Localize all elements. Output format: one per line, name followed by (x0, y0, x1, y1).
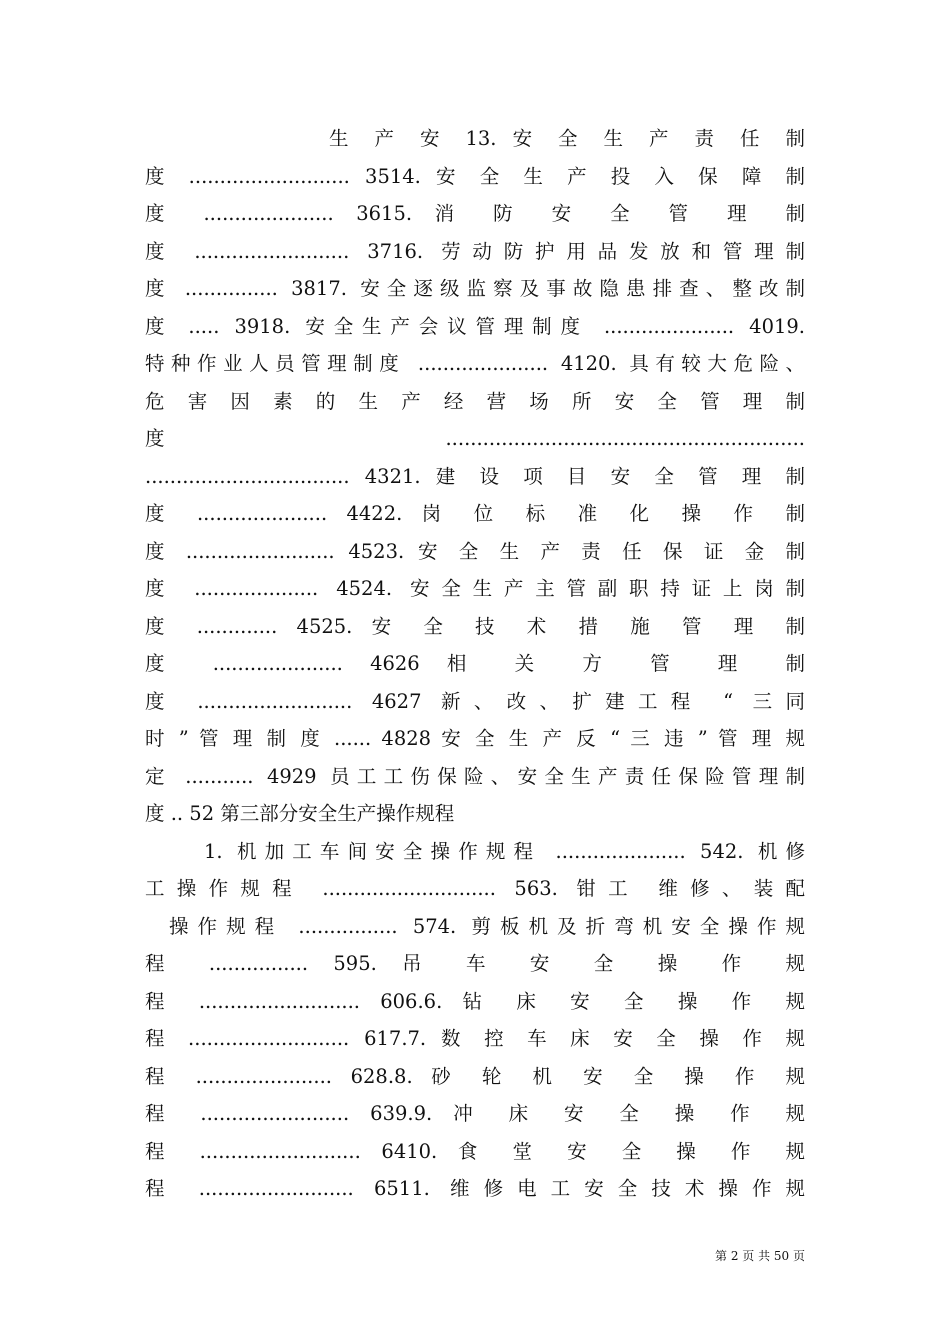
page-number-footer: 第 2 页 共 50 页 (715, 1249, 805, 1263)
toc-line: 度 ..... 3918. 安全生产会议管理制度 ..................... 4019. (145, 314, 805, 338)
toc-line: 程 .......................... 617.7. 数 控 车 床 安 全 操 作 规 (145, 1027, 805, 1050)
toc-line: 度 .................... 4524. 安全生产主管副职持证上岗制 (145, 577, 805, 600)
toc-line: 时 ” 管 理 制 度 ...... 4828 安 全 生 产 反 “ 三 违 ” 管 理 规 (145, 727, 805, 750)
toc-line: 1. 机加工车间安全操作规程 ..................... 542. 机修 (204, 839, 805, 863)
toc-line: 程 ........................ 639.9. 冲 床 安 全 操 作 规 (145, 1102, 805, 1125)
toc-line: 度 ............... 3817. 安全逐级监察及事故隐患排查、整改制 (145, 277, 805, 300)
toc-line: 度 .. 52 第三部分安全生产操作规程 (145, 802, 455, 825)
toc-line: 程 ................ 595. 吊 车 安 全 操 作 规 (145, 952, 805, 975)
toc-line: 度 ......................... 4627 新、改、扩建工程 “ 三同 (145, 689, 805, 713)
toc-text-body (145, 120, 805, 1208)
toc-line: 特种作业人员管理制度 ..................... 4120. 具有较大危险、 (145, 352, 805, 375)
toc-line: 度 .......................................................... (145, 427, 805, 450)
toc-line: 度 ..................... 4422. 岗 位 标 准 化 操 作 制 (145, 502, 805, 525)
toc-line: 危 害 因 素 的 生 产 经 营 场 所 安 全 管 理 制 (145, 389, 805, 413)
toc-line: 程 .......................... 606.6. 钻 床 安 全 操 作 规 (145, 989, 805, 1013)
toc-line: 生 产 安 13. 安 全 生 产 责 任 制 (329, 127, 805, 150)
toc-line: 程 .......................... 6410. 食 堂 安 全 操 作 规 (145, 1139, 805, 1163)
toc-line: 度 .......................... 3514. 安 全 生 产 投 入 保 障 制 (145, 164, 805, 188)
toc-line: 度 ..................... 4626 相 关 方 管 理 制 (145, 652, 805, 675)
toc-line: 度 ..................... 3615. 消 防 安 全 管 理 制 (145, 202, 805, 225)
toc-line: 工操作规程 ............................ 563. 钳工 维修、装配 (145, 877, 805, 900)
toc-line: 定 ........... 4929 员工工伤保险、安全生产责任保险管理制 (145, 764, 805, 788)
toc-line: 度 ........................ 4523. 安 全 生 产 责 任 保 证 金 制 (145, 539, 805, 563)
toc-line: 操作规程 ................ 574. 剪板机及折弯机安全操作规 (169, 914, 805, 938)
toc-line: ................................. 4321. 建 设 项 目 安 全 管 理 制 (145, 464, 805, 488)
toc-line: 程 ......................... 6511. 维修电工安全技术操作规 (145, 1177, 805, 1200)
toc-line: 度 ............. 4525. 安 全 技 术 措 施 管 理 制 (145, 614, 805, 638)
toc-line: 程 ...................... 628.8. 砂 轮 机 安 全 操 作 规 (145, 1064, 805, 1088)
toc-line: 度 ......................... 3716. 劳动防护用品发放和管理制 (145, 239, 805, 263)
